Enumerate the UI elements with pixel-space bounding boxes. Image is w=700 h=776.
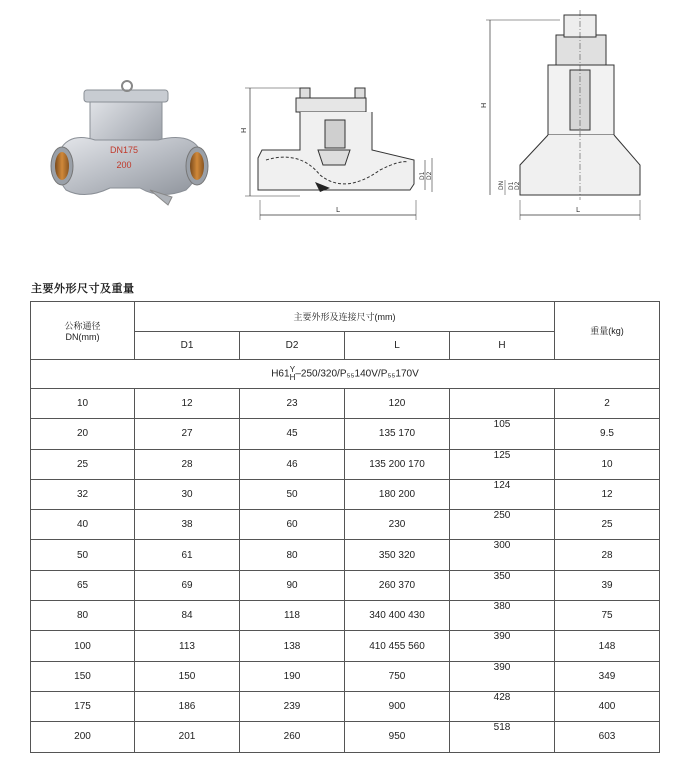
- dim-label-dn-right: DN: [498, 180, 505, 190]
- cell-d1: 150: [135, 661, 240, 691]
- cell-w: 603: [555, 722, 660, 752]
- cell-l: 260 370: [345, 570, 450, 600]
- section-drawing: [240, 88, 433, 220]
- cell-d2: 50: [240, 479, 345, 509]
- cell-d2: 45: [240, 419, 345, 449]
- dn-header: 公称通径 DN(mm): [31, 302, 135, 360]
- cell-d2: 239: [240, 691, 345, 721]
- cell-dn: 80: [31, 601, 135, 631]
- valve-photo: [51, 81, 208, 205]
- dim-label-d2-right: D2: [514, 181, 521, 190]
- col-header-d1: D1: [135, 332, 240, 360]
- cell-w: 148: [555, 631, 660, 661]
- cell-h: 380: [450, 601, 555, 631]
- cell-l: 230: [345, 510, 450, 540]
- cell-w: 349: [555, 661, 660, 691]
- cell-h: 390: [450, 661, 555, 691]
- cell-d2: 90: [240, 570, 345, 600]
- cell-h: [450, 389, 555, 419]
- table-row: [31, 691, 660, 721]
- col-header-l: L: [345, 332, 450, 360]
- cell-dn: 50: [31, 540, 135, 570]
- cell-d2: 23: [240, 389, 345, 419]
- model-prefix: H61: [271, 368, 290, 380]
- cell-d2: 60: [240, 510, 345, 540]
- cell-l: 950: [345, 722, 450, 752]
- cell-d1: 186: [135, 691, 240, 721]
- cell-l: 340 400 430: [345, 601, 450, 631]
- cell-d2: 138: [240, 631, 345, 661]
- cell-l: 135 200 170: [345, 449, 450, 479]
- table-row: [31, 449, 660, 479]
- cell-d1: 84: [135, 601, 240, 631]
- section-title: 主要外形尺寸及重量: [31, 282, 135, 295]
- dim-label-d2: D2: [426, 171, 433, 180]
- table-row: [31, 661, 660, 691]
- spec-rows: [31, 389, 660, 753]
- dim-label-l-right: L: [576, 206, 580, 214]
- cell-w: 75: [555, 601, 660, 631]
- cell-d2: 260: [240, 722, 345, 752]
- cell-dn: 100: [31, 631, 135, 661]
- photo-label-pn: 200: [116, 160, 132, 170]
- cell-w: 9.5: [555, 419, 660, 449]
- table-row: [31, 601, 660, 631]
- cell-d1: 61: [135, 540, 240, 570]
- cell-dn: 150: [31, 661, 135, 691]
- cell-dn: 65: [31, 570, 135, 600]
- cell-d1: 12: [135, 389, 240, 419]
- side-drawing: [480, 10, 640, 220]
- table-row: [31, 722, 660, 752]
- cell-h: 518: [450, 722, 555, 752]
- cell-w: 39: [555, 570, 660, 600]
- cell-h: 105: [450, 419, 555, 449]
- model-sup: Y: [289, 365, 296, 374]
- table-row: [31, 570, 660, 600]
- table-row: [31, 419, 660, 449]
- cell-w: 2: [555, 389, 660, 419]
- valve-figure: [0, 0, 700, 260]
- table-row: [31, 510, 660, 540]
- cell-h: 300: [450, 540, 555, 570]
- dims-header: 主要外形及连接尺寸(mm): [135, 302, 555, 332]
- cell-w: 25: [555, 510, 660, 540]
- cell-h: 390: [450, 631, 555, 661]
- col-header-d2: D2: [240, 332, 345, 360]
- cell-dn: 40: [31, 510, 135, 540]
- cell-l: 900: [345, 691, 450, 721]
- table-row: [31, 540, 660, 570]
- col-header-h: H: [450, 332, 555, 360]
- cell-l: 350 320: [345, 540, 450, 570]
- cell-d2: 46: [240, 449, 345, 479]
- cell-h: 250: [450, 510, 555, 540]
- cell-l: 120: [345, 389, 450, 419]
- cell-d2: 118: [240, 601, 345, 631]
- cell-h: 125: [450, 449, 555, 479]
- dim-label-d1-right: D1: [508, 181, 515, 190]
- cell-d1: 28: [135, 449, 240, 479]
- cell-h: 350: [450, 570, 555, 600]
- cell-d1: 113: [135, 631, 240, 661]
- table-row: [31, 389, 660, 419]
- cell-l: 410 455 560: [345, 631, 450, 661]
- cell-d2: 80: [240, 540, 345, 570]
- cell-w: 10: [555, 449, 660, 479]
- dim-label-h: H: [240, 127, 248, 133]
- model-sub: H: [289, 373, 296, 382]
- cell-l: 180 200: [345, 479, 450, 509]
- dim-label-d1: D1: [419, 171, 426, 180]
- cell-dn: 32: [31, 479, 135, 509]
- cell-w: 28: [555, 540, 660, 570]
- cell-w: 400: [555, 691, 660, 721]
- model-suffix: –250/320/P₅₅140V/P₅₅170V: [295, 368, 419, 380]
- cell-h: 428: [450, 691, 555, 721]
- cell-d1: 201: [135, 722, 240, 752]
- cell-l: 750: [345, 661, 450, 691]
- cell-w: 12: [555, 479, 660, 509]
- cell-dn: 20: [31, 419, 135, 449]
- cell-l: 135 170: [345, 419, 450, 449]
- cell-dn: 10: [31, 389, 135, 419]
- photo-label-dn: DN175: [109, 145, 139, 155]
- cell-dn: 200: [31, 722, 135, 752]
- dim-label-h-right: H: [480, 102, 488, 108]
- cell-d1: 30: [135, 479, 240, 509]
- cell-h: 124: [450, 479, 555, 509]
- cell-d2: 190: [240, 661, 345, 691]
- cell-dn: 175: [31, 691, 135, 721]
- cell-d1: 38: [135, 510, 240, 540]
- cell-d1: 27: [135, 419, 240, 449]
- table-row: [31, 631, 660, 661]
- spec-table: [30, 301, 660, 753]
- cell-dn: 25: [31, 449, 135, 479]
- cell-d1: 69: [135, 570, 240, 600]
- table-row: [31, 479, 660, 509]
- dim-label-l: L: [336, 206, 340, 214]
- weight-header: 重量(kg): [555, 302, 660, 360]
- model-designation: [31, 360, 660, 389]
